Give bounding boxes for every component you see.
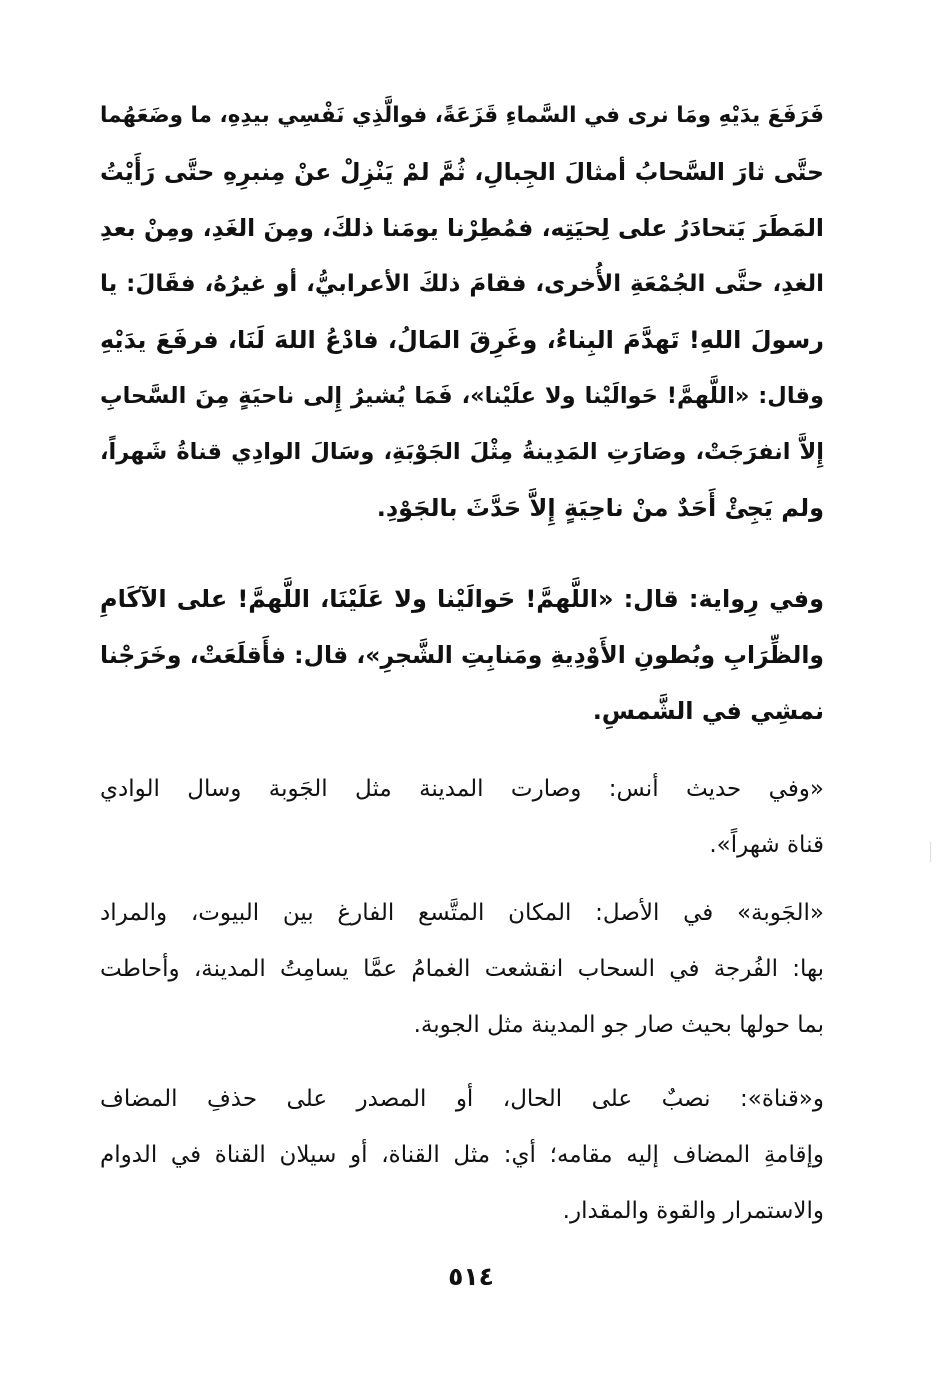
page-number: ٥١٤ [448, 1262, 494, 1291]
margin-divider [930, 842, 931, 862]
text-line: إِلاَّ انفرَجَتْ، وصَارَتِ المَدِينةُ مِثْلَ الجَوْبَةِ، وسَالَ الوادِي قناةُ شَهراً، [100, 439, 824, 465]
text-line: وإقامةِ المضاف إليه مقامه؛ أي: مثل القناة، أو سيلان القناة في الدوام [100, 1142, 824, 1168]
text-line: ولم يَجِئْ أَحَدٌ منْ ناحِيَةٍ إِلاَّ حَدَّثَ بالجَوْدِ. [376, 494, 824, 522]
text-line: بها: الفُرجة في السحاب انقشعت الغمامُ عمَّا يسامِتُ المدينة، وأحاطت [100, 956, 824, 982]
hadith-paragraph [100, 88, 824, 536]
text-line: وقال: «اللَّهمَّ! حَوالَيْنا ولا علَيْنا»، فَمَا يُشيرُ إِلى ناحيَةٍ مِنَ السَّحابِ [100, 383, 824, 409]
text-line: بما حولها بحيث صار جو المدينة مثل الجوبة. [413, 1012, 824, 1038]
text-line: نمشِي في الشَّمسِ. [592, 697, 824, 725]
text-line: «وفي حديث أنس: وصارت المدينة مثل الجَوبة وسال الوادي [100, 776, 824, 802]
anas-commentary-paragraph [100, 761, 824, 873]
text-line: حتَّى ثارَ السَّحابُ أمثالَ الجِبالِ، ثُمَّ لمْ يَنْزِلْ عنْ مِنبرِهِ حتَّى رَأَيْتُ [100, 158, 824, 186]
text-line: «الجَوبة» في الأصل: المكان المتَّسع الفارغ بين البيوت، والمراد [100, 900, 824, 926]
text-line: والظِّرَابِ وبُطونِ الأَوْدِيةِ ومَنابِتِ الشَّجرِ»، قال: فأَقلَعَتْ، وخَرَجْنا [100, 641, 824, 669]
text-line: فَرَفَعَ يدَيْهِ ومَا نرى في السَّماءِ قَزَعَةً، فوالَّذِي نَفْسِي بيدِهِ، ما وضَعَهُما [100, 103, 824, 128]
text-line: وفي رِواية: قال: «اللَّهمَّ! حَوالَيْنا ولا عَلَيْنَا، اللَّهمَّ! على الآكَامِ [100, 585, 824, 613]
text-line: المَطَرَ يَتحادَرُ على لِحيَتِه، فمُطِرْنا يومَنا ذلكَ، ومِنَ الغَدِ، ومِنْ بعدِ [100, 214, 824, 242]
qanat-definition-paragraph [100, 1071, 824, 1239]
text-line: رسولَ اللهِ! تَهدَّمَ البِناءُ، وغَرِقَ المَالُ، فادْعُ اللهَ لَنَا، فرفَعَ يدَيْهِ [100, 326, 824, 354]
text-line: و«قناة»: نصبٌ على الحال، أو المصدر على حذفِ المضاف [100, 1086, 824, 1112]
jawba-definition-paragraph [100, 885, 824, 1053]
riwaya-paragraph [100, 571, 824, 739]
text-line: قناة شهراً». [709, 832, 824, 858]
text-line: الغدِ، حتَّى الجُمْعَةِ الأُخرى، فقامَ ذلكَ الأعرابيُّ، أو غيرُهُ، فقَالَ: يا [100, 271, 824, 297]
text-line: والاستمرار والقوة والمقدار. [562, 1198, 824, 1224]
